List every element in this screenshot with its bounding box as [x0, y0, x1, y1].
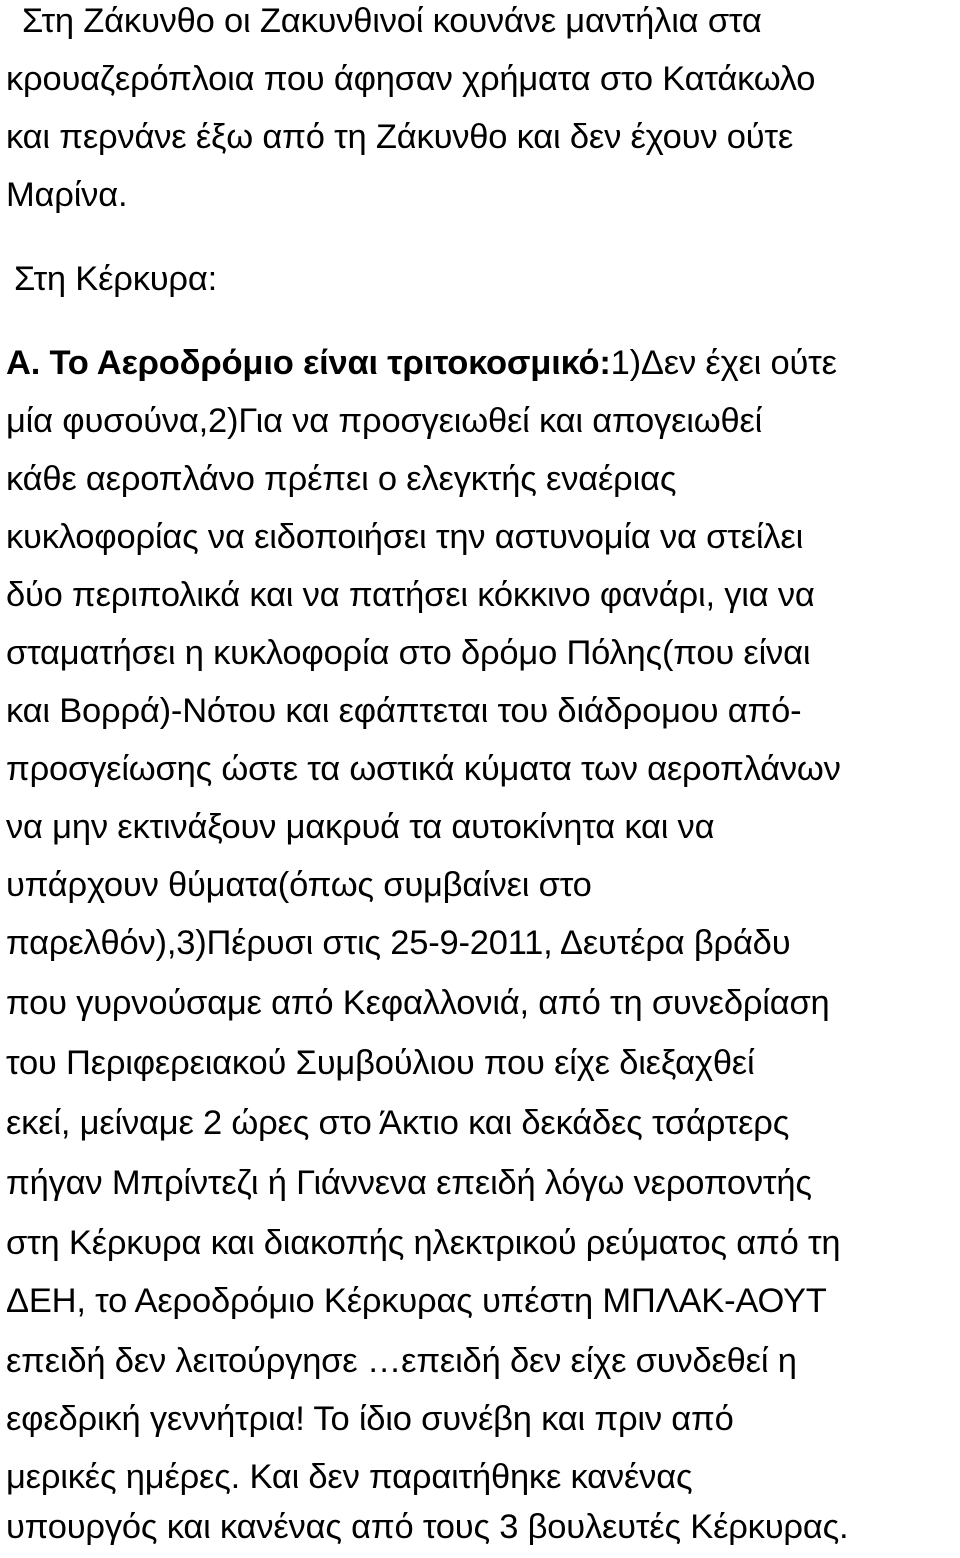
body-line-4: δύο περιπολικά και να πατήσει κόκκινο φανάρι, για να: [6, 576, 815, 614]
body-line-6: και Βορρά)-Νότου και εφάπτεται του διάδρομου από-: [6, 692, 802, 730]
body-line-19: μερικές ημέρες. Και δεν παραιτήθηκε κανένας: [6, 1458, 693, 1496]
section-heading: Στη Κέρκυρα:: [14, 260, 217, 298]
body-line-18: εφεδρική γεννήτρια! Το ίδιο συνέβη και πριν από: [6, 1400, 734, 1438]
body-line-3: κυκλοφορίας να ειδοποιήσει την αστυνομία να στείλει: [6, 518, 804, 556]
body-line-10: παρελθόν),3)Πέρυσι στις 25-9-2011, Δευτέρα βράδυ: [6, 924, 791, 962]
body-line-7: προσγείωσης ώστε τα ωστικά κύματα των αεροπλάνων: [6, 750, 841, 788]
item-a-first-line: [6, 334, 837, 392]
body-line-2: κάθε αεροπλάνο πρέπει ο ελεγκτής εναέριας: [6, 460, 677, 498]
body-line-20: υπουργός και κανένας από τους 3 βουλευτές Κέρκυρας.: [6, 1508, 849, 1546]
body-line-8: να μην εκτινάξουν μακρυά τα αυτοκίνητα και να: [6, 808, 715, 846]
body-line-12: του Περιφερειακού Συμβούλιου που είχε διεξαχθεί: [6, 1044, 755, 1082]
item-a-bold-title: Α. Το Αεροδρόμιο είναι τριτοκοσμικό:: [6, 344, 611, 382]
body-line-17: επειδή δεν λειτούργησε …επειδή δεν είχε συνδεθεί η: [6, 1342, 797, 1380]
item-a-first-rest: 1)Δεν έχει ούτε: [610, 344, 837, 382]
body-line-5: σταματήσει η κυκλοφορία στο δρόμο Πόλης(που είναι: [6, 634, 811, 672]
intro-line-1: Στη Ζάκυνθο οι Ζακυνθινοί κουνάνε μαντήλια στα: [22, 2, 762, 40]
body-line-14: πήγαν Μπρίντεζι ή Γιάννενα επειδή λόγω νεροποντής: [6, 1164, 812, 1202]
body-line-9: υπάρχουν θύματα(όπως συμβαίνει στο: [6, 866, 592, 904]
intro-line-2: κρουαζερόπλοια που άφησαν χρήματα στο Κατάκωλο: [6, 60, 816, 98]
body-line-11: που γυρνούσαμε από Κεφαλλονιά, από τη συνεδρίαση: [6, 984, 830, 1022]
intro-line-3: και περνάνε έξω από τη Ζάκυνθο και δεν έχουν ούτε: [6, 118, 794, 156]
body-line-15: στη Κέρκυρα και διακοπής ηλεκτρικού ρεύματος από τη: [6, 1224, 841, 1262]
intro-line-4: Μαρίνα.: [6, 176, 128, 214]
body-line-1: μία φυσούνα,2)Για να προσγειωθεί και απογειωθεί: [6, 402, 763, 440]
body-line-16: ΔΕΗ, το Αεροδρόμιο Κέρκυρας υπέστη ΜΠΛΑΚ-ΑΟΥΤ: [6, 1282, 827, 1320]
body-line-13: εκεί, μείναμε 2 ώρες στο Άκτιο και δεκάδες τσάρτερς: [6, 1104, 790, 1142]
